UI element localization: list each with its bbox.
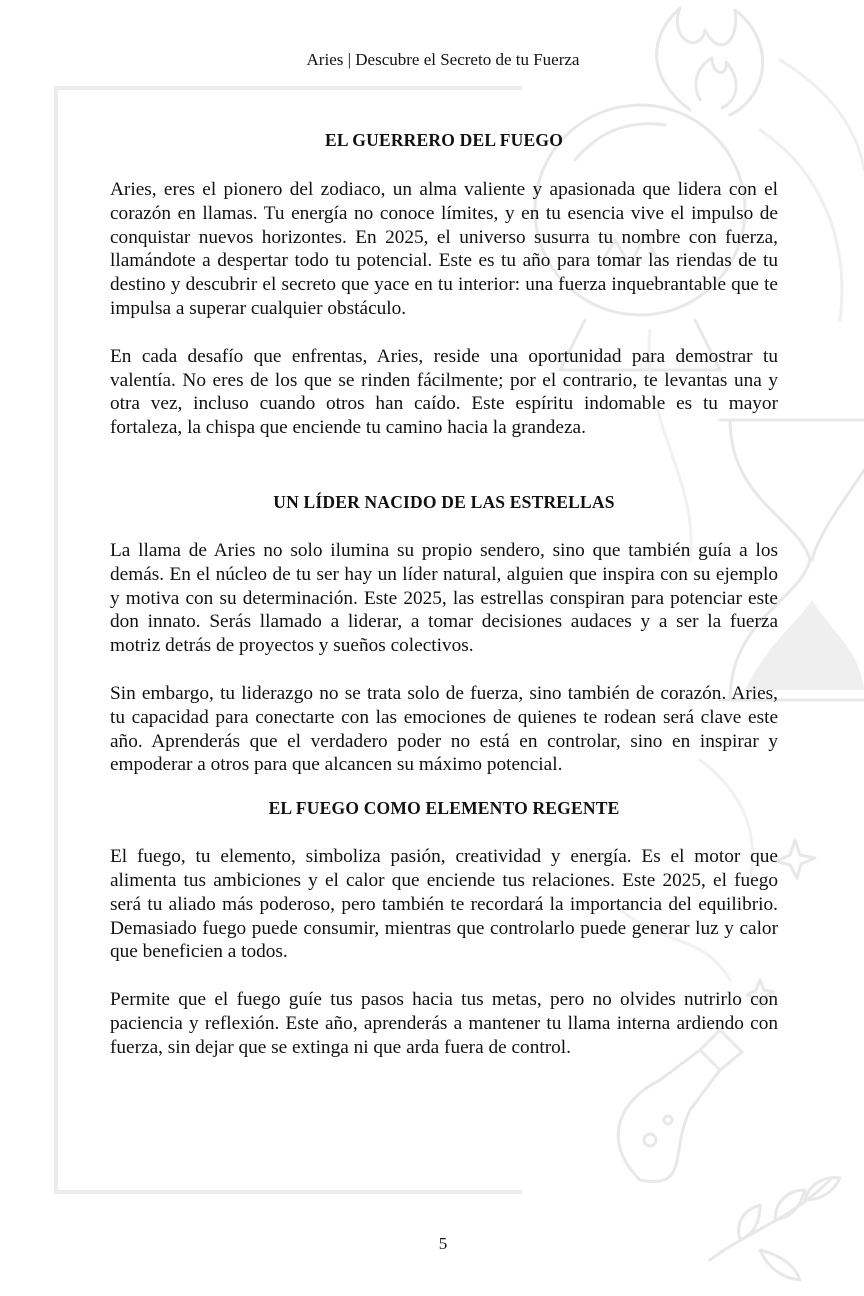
running-header: Aries | Descubre el Secreto de tu Fuerza [306,50,580,69]
paragraph: Permite que el fuego guíe tus pasos hacia tus metas, pero no olvides nutrirlo con paciencia y reflexión. Este año, aprenderás a mantener tu llama interna ardiendo con fuerza, sin dejar que se extinga ni que arda fuera de control. [110,989,778,1058]
paragraph: La llama de Aries no solo ilumina su propio sendero, sino que también guía a los demás. En el núcleo de tu ser hay un líder natural, alguien que inspira con su ejemplo y motiva con su determinación. Este 2025, las estrellas conspiran para potenciar este don innato. Serás llamado a liderar, a tomar decisiones audaces y a ser la fuerza motriz detrás de proyectos y sueños colectivos. [110,539,778,657]
section-heading-fuego: EL FUEGO COMO ELEMENTO REGENTE [268,798,620,819]
page-number: 5 [438,1234,448,1253]
paragraph: Aries, eres el pionero del zodiaco, un alma valiente y apasionada que lidera con el corazón en llamas. Tu energía no conoce límites, y en tu esencia vive el impulso de conquistar nuevos horizontes. En 2025, el universo susurra tu nombre con fuerza, llamándote a despertar todo tu potencial. Este es tu año para tomar las riendas de tu destino y descubrir el secreto que yace en tu interior: una fuerza inquebrantable que te impulsa a superar cualquier obstáculo. [110,179,778,319]
section-heading-lider: UN LÍDER NACIDO DE LAS ESTRELLAS [273,491,615,512]
section-heading-guerrero: EL GUERRERO DEL FUEGO [324,130,564,150]
paragraph: Sin embargo, tu liderazgo no se trata solo de fuerza, sino también de corazón. Aries, tu capacidad para conectarte con las emociones de quienes te rodean será clave este año. Aprenderás que el verdadero poder no está en controlar, sino en inspirar y empoderar a otros para que alcancen su máximo potencial. [110,682,778,776]
paragraph: En cada desafío que enfrentas, Aries, reside una oportunidad para demostrar tu valentía. No eres de los que se rinden fácilmente; por el contrario, te levantas una y otra vez, incluso cuando otros han caído. Este espíritu indomable es tu mayor fortaleza, la chispa que enciende tu camino hacia la grandeza. [110,345,778,439]
leaf-branch-icon [710,1178,840,1280]
page-content [110,126,778,1060]
paragraph: El fuego, tu elemento, simboliza pasión, creatividad y energía. Es el motor que alimenta tus ambiciones y el calor que enciende tus relaciones. Este 2025, el fuego será tu aliado más poderoso, pero también te recordará la importancia del equilibrio. Demasiado fuego puede consumir, mientras que controlarlo puede generar luz y calor que beneficien a todos. [110,846,778,963]
